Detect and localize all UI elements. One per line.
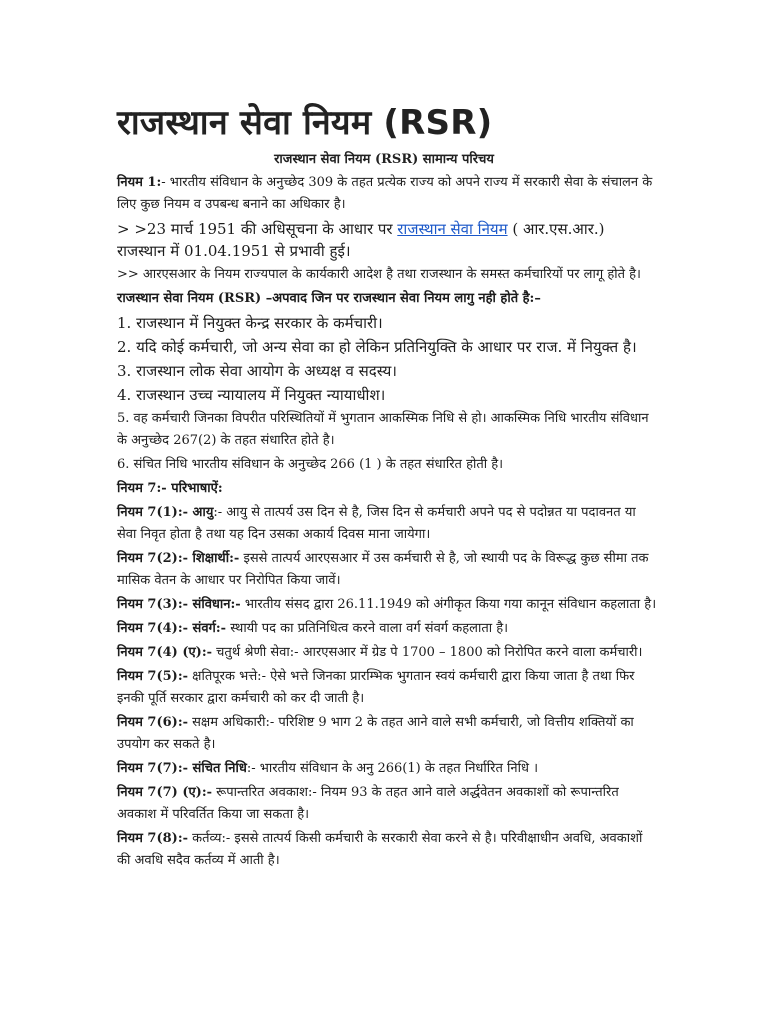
definition-text: इससे तात्पर्य आरएसआर में उस कर्मचारी से है, जो स्थायी पद के विरूद्ध कुछ सीमा तक मासिक वेतन के आधार पर निरोपित किया जावें। bbox=[117, 551, 649, 588]
exceptions-heading: राजस्थान सेवा नियम (RSR) –अपवाद जिन पर राजस्थान सेवा नियम लागु नही होते है:– bbox=[117, 291, 541, 306]
definition-text: सक्षम अधिकारी:- परिशिष्ट 9 भाग 2 के तहत आने वाले सभी कर्मचारी, जो वित्तीय शक्तियों का उपयोग कर सकते है। bbox=[117, 715, 634, 752]
exceptions-list bbox=[117, 312, 657, 476]
notification-post: ( आर.एस.आर.) राजस्थान में 01.04.1951 से प्रभावी हुई। bbox=[117, 220, 605, 260]
definition-key: नियम 7(2):- शिक्षार्थी:- bbox=[117, 551, 240, 566]
definition-text: :- भारतीय संविधान के अनु 266(1) के तहत निर्धारित निधि । bbox=[246, 761, 538, 776]
definition-item bbox=[117, 642, 657, 664]
definition-item bbox=[117, 502, 657, 546]
exception-item: 4. राजस्थान उच्च न्यायालय में नियुक्त न्यायाधीश। bbox=[117, 386, 386, 404]
document-body bbox=[117, 172, 657, 874]
definitions-list bbox=[117, 502, 657, 872]
rule-1-key: नियम 1: bbox=[117, 175, 162, 190]
definition-item bbox=[117, 782, 657, 826]
definition-key: नियम 7(7):- संचित निधि bbox=[117, 761, 247, 776]
definition-text: क्षतिपूरक भत्ते:- ऐसे भत्ते जिनका प्रारम्भिक भुगतान स्वयं कर्मचारी द्वारा किया जाता है तथा फिर इनकी पूर्ति सरकार द्वारा कर्मचारी को कर दी जाती है। bbox=[117, 669, 635, 706]
exception-item: 6. संचित निधि भारतीय संविधान के अनुच्छेद 266 (1 ) के तहत संधारित होती है। bbox=[117, 457, 504, 472]
definition-text: रूपान्तरित अवकाश:- नियम 93 के तहत आने वाले अर्द्धवेतन अवकाशों को रूपान्तरित अवकाश में परिवर्तित किया जा सकता है। bbox=[117, 785, 619, 822]
page-title: राजस्थान सेवा नियम (RSR) bbox=[117, 103, 493, 143]
rule-1-text: - भारतीय संविधान के अनुच्छेद 309 के तहत प्रत्येक राज्य को अपने राज्य में सरकारी सेवा के संचालन के लिए कुछ नियम व उपबन्ध बनाने का अधिकार है। bbox=[117, 175, 653, 212]
definition-text: कर्तव्य:- इससे तात्पर्य किसी कर्मचारी के सरकारी सेवा करने से है। परिवीक्षाधीन अवधि, अवकाशों की अवधि सदैव कर्तव्य में आती है। bbox=[117, 831, 643, 868]
definition-item bbox=[117, 828, 657, 872]
definition-key: नियम 7(5):- bbox=[117, 669, 189, 684]
definition-key: नियम 7(4) (ए):- bbox=[117, 645, 213, 660]
definition-key: नियम 7(7) (ए):- bbox=[117, 785, 213, 800]
definition-key: नियम 7(8):- bbox=[117, 831, 189, 846]
page-subtitle: राजस्थान सेवा नियम (RSR) सामान्य परिचय bbox=[274, 152, 494, 167]
definition-item bbox=[117, 666, 657, 710]
definition-text: चतुर्थ श्रेणी सेवा:- आरएसआर में ग्रेड पे 1700 – 1800 को निरोपित करने वाला कर्मचारी। bbox=[212, 645, 643, 660]
paragraph-governor: >> आरएसआर के नियम राज्यपाल के कार्यकारी आदेश है तथा राजस्थान के समस्त कर्मचारियों पर लागू होते है। bbox=[117, 267, 641, 282]
exception-item: 2. यदि कोई कर्मचारी, जो अन्य सेवा का हो लेकिन प्रतिनियुक्ति के आधार पर राज. में नियुक्त है। bbox=[117, 338, 637, 356]
definition-item bbox=[117, 758, 657, 780]
definition-text: :- आयु से तात्पर्य उस दिन से है, जिस दिन से कर्मचारी अपने पद से पदोन्नत या पदावनत या सेवा निवृत होता है तथा यह दिन उसका अकार्य दिवस माना जायेगा। bbox=[117, 505, 636, 542]
definitions-heading: नियम 7:- परिभाषाऐं: bbox=[117, 481, 223, 496]
definition-text: भारतीय संसद द्वारा 26.11.1949 को अंगीकृत किया गया कानून संविधान कहलाता है। bbox=[240, 597, 657, 612]
definition-item bbox=[117, 548, 657, 592]
rsr-link[interactable]: राजस्थान सेवा नियम bbox=[397, 220, 508, 238]
definition-key: नियम 7(1):- आयु bbox=[117, 505, 214, 520]
notification-pre: > >23 मार्च 1951 की अधिसूचना के आधार पर bbox=[117, 220, 398, 238]
exception-item: 1. राजस्थान में नियुक्त केन्द्र सरकार के कर्मचारी। bbox=[117, 314, 383, 332]
paragraph-notification bbox=[117, 218, 657, 262]
definition-key: नियम 7(6):- bbox=[117, 715, 189, 730]
exception-item: 3. राजस्थान लोक सेवा आयोग के अध्यक्ष व सदस्य। bbox=[117, 362, 397, 380]
paragraph-rule-1 bbox=[117, 172, 657, 216]
definition-item bbox=[117, 594, 657, 616]
definition-item bbox=[117, 618, 657, 640]
definition-text: स्थायी पद का प्रतिनिधित्व करने वाला वर्ग संवर्ग कहलाता है। bbox=[226, 621, 509, 636]
exception-item: 5. वह कर्मचारी जिनका विपरीत परिस्थितियों में भुगतान आकस्मिक निधि से हो। आकस्मिक निधि भारतीय संविधान के अनुच्छेद 267(2) के तहत संधारित होते है। bbox=[117, 411, 649, 448]
definition-key: नियम 7(4):- संवर्ग:- bbox=[117, 621, 227, 636]
definition-item bbox=[117, 712, 657, 756]
definition-key: नियम 7(3):- संविधान:- bbox=[117, 597, 241, 612]
